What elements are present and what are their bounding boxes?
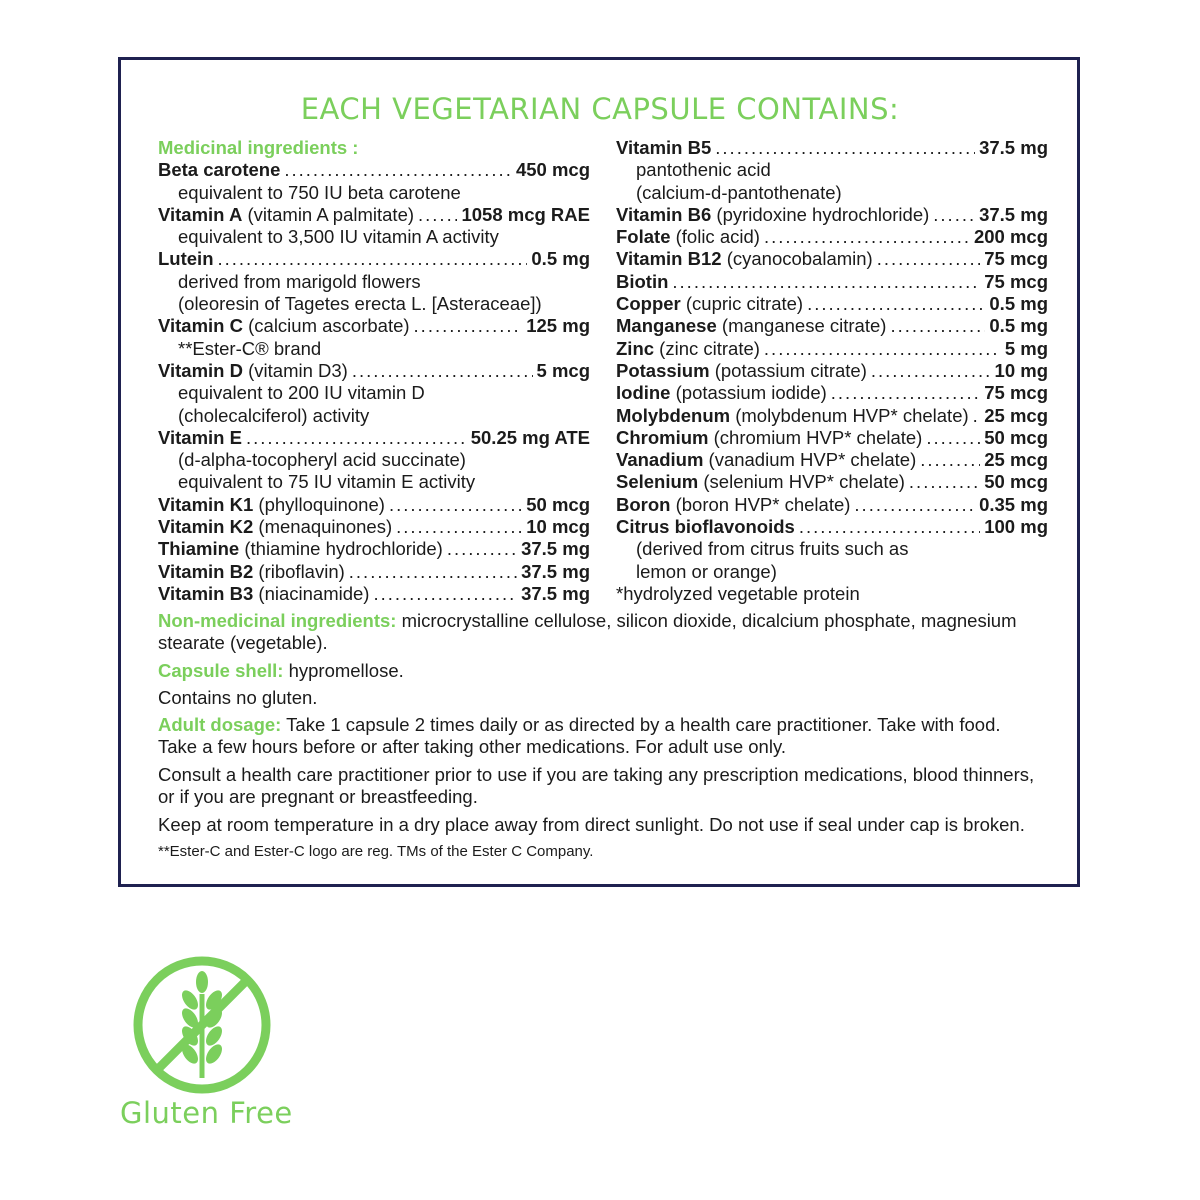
ingredient-source: (cyanocobalamin) [721, 248, 873, 270]
ingredient-amount: 0.35 mg [979, 493, 1048, 515]
ingredient-label [158, 204, 414, 226]
ingredient-amount: 10 mcg [526, 516, 590, 538]
ingredient-amount: 75 mcg [984, 382, 1048, 404]
non-medicinal-label: Non-medicinal ingredients: [158, 610, 397, 631]
ingredient-row [616, 293, 1048, 315]
ingredient-source: (potassium iodide) [670, 382, 827, 404]
dot-leader [389, 494, 522, 516]
ingredient-row [616, 338, 1048, 360]
ingredient-row [616, 271, 1048, 293]
ingredient-row [616, 248, 1048, 270]
gluten-note: Contains no gluten. [158, 687, 318, 708]
ingredient-amount: 0.5 mg [531, 248, 590, 270]
ingredient-amount: 100 mg [984, 516, 1048, 538]
ingredient-amount: 0.5 mg [989, 315, 1048, 337]
dot-leader [284, 159, 512, 181]
ingredient-source: (vanadium HVP* chelate) [703, 449, 917, 471]
ingredient-amount: 125 mg [526, 315, 590, 337]
panel-title: EACH VEGETARIAN CAPSULE CONTAINS: [300, 92, 900, 126]
ingredient-name: Vitamin B12 [616, 248, 722, 270]
ingredient-source: (menaquinones) [253, 516, 393, 538]
ingredients-right-column [616, 137, 1048, 605]
ingredient-row [616, 449, 1048, 471]
dot-leader [447, 538, 517, 560]
ingredient-label [616, 471, 905, 493]
ingredient-label [158, 561, 345, 583]
ingredient-row [158, 583, 590, 605]
ingredient-row [158, 204, 590, 226]
ingredient-amount: 25 mcg [984, 404, 1048, 426]
ingredient-source: (pyridoxine hydrochloride) [711, 203, 930, 225]
ingredient-name: Vitamin D [158, 359, 243, 381]
dot-leader [414, 315, 523, 337]
dot-leader [764, 338, 1001, 360]
ingredient-amount: 25 mcg [984, 449, 1048, 471]
dot-leader [246, 427, 467, 449]
footnote: *hydrolyzed vegetable protein [616, 582, 860, 604]
ingredient-label [616, 338, 760, 360]
ingredient-name: Vitamin E [158, 426, 242, 448]
ingredient-amount: 75 mcg [984, 270, 1048, 292]
ingredient-row [616, 360, 1048, 382]
ingredient-row [616, 516, 1048, 538]
ingredient-note: derived from marigold flowers [178, 270, 421, 292]
ingredient-source: (niacinamide) [253, 582, 370, 604]
gluten-free-icon [131, 954, 273, 1096]
ingredient-name: Biotin [616, 270, 669, 292]
ingredient-label [616, 382, 827, 404]
dot-leader [890, 315, 985, 337]
ingredient-source: (chromium HVP* chelate) [708, 426, 923, 448]
ingredient-name: Vitamin B6 [616, 203, 712, 225]
dot-leader [920, 449, 980, 471]
ingredient-name: Vitamin B2 [158, 560, 254, 582]
dot-leader [715, 137, 975, 159]
ingredient-amount: 10 mg [994, 359, 1048, 381]
ingredient-label [616, 315, 886, 337]
ingredient-amount: 450 mcg [515, 159, 590, 181]
capsule-shell-label: Capsule shell: [158, 660, 284, 681]
ingredient-note: **Ester-C® brand [178, 337, 322, 359]
ingredient-name: Vitamin K1 [158, 493, 254, 515]
dot-leader [831, 382, 980, 404]
ingredient-source: (riboflavin) [253, 560, 345, 582]
ingredient-amount: 37.5 mg [521, 538, 590, 560]
non-medicinal-ingredients [158, 610, 1038, 655]
ingredient-note: (oleoresin of Tagetes erecta L. [Asteraceae]) [178, 293, 542, 315]
ingredient-amount: 50.25 mg ATE [470, 426, 590, 448]
adult-dosage-text: Take 1 capsule 2 times daily or as directed by a health care practitioner. Take with food. Take a few hours before or after taking other medications. For adult use only. [158, 714, 1001, 758]
ingredient-row [616, 427, 1048, 449]
dot-leader [396, 516, 522, 538]
dot-leader [877, 248, 981, 270]
ingredient-name: Vitamin B3 [158, 582, 254, 604]
dot-leader [799, 516, 980, 538]
ingredient-name: Lutein [158, 248, 214, 270]
ingredient-source: (cupric citrate) [680, 293, 804, 315]
dot-leader [871, 360, 991, 382]
ingredient-note: equivalent to 200 IU vitamin D [178, 382, 425, 404]
ingredient-label [616, 449, 916, 471]
ingredient-source: (phylloquinone) [253, 493, 385, 515]
ingredient-label [616, 293, 803, 315]
ingredient-amount: 50 mcg [984, 471, 1048, 493]
dot-leader [933, 204, 975, 226]
ingredient-amount: 5 mg [1004, 337, 1048, 359]
ingredient-amount: 50 mcg [526, 493, 590, 515]
ingredient-label [616, 360, 867, 382]
ingredient-amount: 37.5 mg [979, 203, 1048, 225]
dot-leader [349, 561, 517, 583]
ingredient-source: (zinc citrate) [654, 337, 760, 359]
ingredient-row [616, 405, 1048, 427]
ingredient-name: Vitamin C [158, 315, 243, 337]
non-medicinal-text: microcrystalline cellulose, silicon dioxide, dicalcium phosphate, magnesium stearate (vegetable). [158, 610, 1017, 654]
ingredient-name: Zinc [616, 337, 655, 359]
ingredient-row [158, 248, 590, 270]
ingredient-label [616, 405, 969, 427]
ingredients-left-column [158, 137, 590, 605]
ingredient-label [616, 226, 760, 248]
ingredient-amount: 75 mcg [984, 248, 1048, 270]
ingredient-amount: 200 mcg [973, 226, 1048, 248]
capsule-shell-text: hypromellose. [283, 660, 404, 681]
ingredient-source: (vitamin D3) [242, 359, 348, 381]
ingredient-amount: 5 mcg [536, 359, 590, 381]
ingredient-name: Molybdenum [616, 404, 731, 426]
ingredient-source: (vitamin A palmitate) [242, 203, 415, 225]
ingredient-amount: 50 mcg [984, 426, 1048, 448]
ingredient-amount: 1058 mcg RAE [461, 203, 590, 225]
dot-leader [973, 405, 981, 427]
dot-leader [672, 271, 980, 293]
ingredient-name: Potassium [616, 359, 710, 381]
ingredient-note: (cholecalciferol) activity [178, 404, 370, 426]
ingredient-label [158, 248, 214, 270]
gluten-free-label: Gluten Free [120, 1096, 293, 1130]
ingredient-label [158, 315, 410, 337]
dot-leader [764, 226, 970, 248]
ingredient-amount: 37.5 mg [521, 582, 590, 604]
ingredient-name: Iodine [616, 382, 671, 404]
ingredient-label [158, 494, 385, 516]
ingredient-label [158, 159, 280, 181]
ingredient-name: Vitamin K2 [158, 516, 254, 538]
adult-dosage-label: Adult dosage: [158, 714, 282, 735]
ingredient-note: equivalent to 750 IU beta carotene [178, 181, 461, 203]
ingredient-note: equivalent to 75 IU vitamin E activity [178, 471, 476, 493]
ingredient-note: (d-alpha-tocopheryl acid succinate) [178, 449, 466, 471]
dot-leader [373, 583, 517, 605]
ingredient-name: Vitamin A [158, 203, 243, 225]
ingredient-source: (thiamine hydrochloride) [239, 538, 443, 560]
ingredient-label [616, 427, 922, 449]
ingredient-name: Selenium [616, 471, 699, 493]
ingredient-row [616, 204, 1048, 226]
ingredient-label [158, 583, 369, 605]
ingredient-name: Boron [616, 493, 671, 515]
ingredient-name: Copper [616, 293, 681, 315]
dot-leader [926, 427, 980, 449]
ingredient-note: equivalent to 3,500 IU vitamin A activity [178, 226, 499, 248]
ingredient-note: lemon or orange) [636, 560, 777, 582]
ingredient-row [616, 471, 1048, 493]
ingredient-source: (calcium ascorbate) [242, 315, 410, 337]
ingredient-row [616, 382, 1048, 404]
ingredient-label [616, 248, 873, 270]
ingredient-row [158, 494, 590, 516]
ingredient-note: pantothenic acid [636, 159, 771, 181]
trademark-note: **Ester-C and Ester-C logo are reg. TMs of the Ester C Company. [158, 843, 594, 860]
storage-note: Keep at room temperature in a dry place away from direct sunlight. Do not use if seal under cap is broken. [158, 814, 1025, 835]
ingredient-row [616, 494, 1048, 516]
dot-leader [218, 248, 528, 270]
ingredient-label [616, 516, 795, 538]
ingredient-source: (boron HVP* chelate) [670, 493, 851, 515]
ingredient-name: Citrus bioflavonoids [616, 516, 795, 538]
consult-warning: Consult a health care practitioner prior to use if you are taking any prescription medications, blood thinners, or if you are pregnant or breastfeeding. [158, 764, 1035, 808]
dot-leader [807, 293, 985, 315]
ingredient-label [616, 204, 929, 226]
ingredient-note: (derived from citrus fruits such as [636, 538, 909, 560]
ingredient-source: (folic acid) [670, 226, 760, 248]
ingredient-row [158, 427, 590, 449]
medicinal-heading: Medicinal ingredients : [158, 137, 359, 158]
ingredient-source: (manganese citrate) [716, 315, 887, 337]
ingredient-label [158, 516, 392, 538]
ingredient-amount: 0.5 mg [989, 293, 1048, 315]
ingredient-label [616, 494, 850, 516]
ingredient-label [158, 538, 443, 560]
ingredient-label [158, 360, 348, 382]
ingredient-label [616, 271, 668, 293]
ingredient-row [158, 516, 590, 538]
ingredient-row [158, 360, 590, 382]
ingredient-row [616, 226, 1048, 248]
ingredient-source: (selenium HVP* chelate) [698, 471, 905, 493]
dot-leader [854, 494, 975, 516]
adult-dosage [158, 714, 1038, 759]
ingredient-row [158, 561, 590, 583]
ingredient-row [158, 315, 590, 337]
ingredient-amount: 37.5 mg [521, 560, 590, 582]
ingredient-label [616, 137, 711, 159]
ingredient-row [158, 538, 590, 560]
ingredient-source: (potassium citrate) [709, 359, 867, 381]
dot-leader [352, 360, 533, 382]
ingredient-row [616, 137, 1048, 159]
dot-leader [909, 471, 980, 493]
ingredient-label [158, 427, 242, 449]
ingredient-name: Beta carotene [158, 159, 281, 181]
ingredient-name: Vanadium [616, 449, 704, 471]
capsule-shell [158, 660, 1038, 682]
ingredient-name: Vitamin B5 [616, 137, 712, 158]
ingredient-note: (calcium-d-pantothenate) [636, 181, 842, 203]
ingredient-amount: 37.5 mg [979, 137, 1048, 158]
dot-leader [418, 204, 457, 226]
ingredient-source: (molybdenum HVP* chelate) [730, 404, 969, 426]
ingredient-row [616, 315, 1048, 337]
ingredient-row [158, 159, 590, 181]
ingredient-name: Folate [616, 226, 671, 248]
ingredient-name: Chromium [616, 426, 709, 448]
ingredient-name: Manganese [616, 315, 717, 337]
ingredient-name: Thiamine [158, 538, 240, 560]
